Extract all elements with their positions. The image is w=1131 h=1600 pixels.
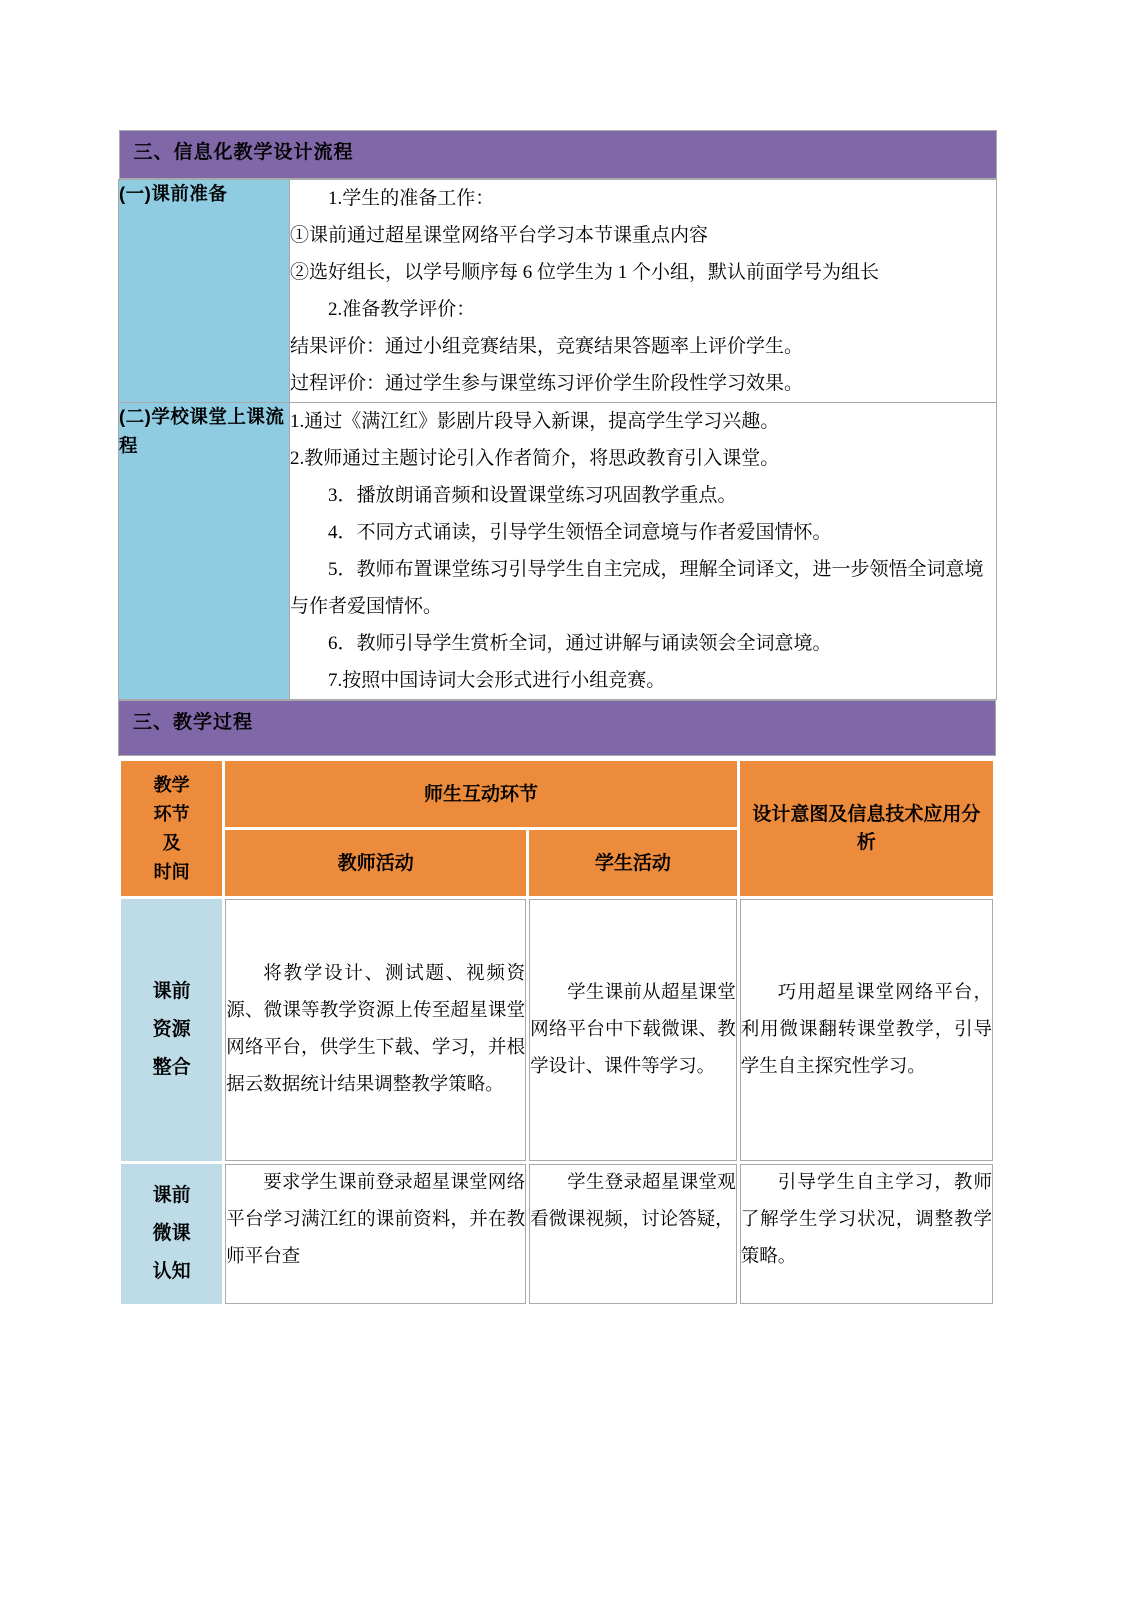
teaching-process-table <box>118 758 996 1307</box>
table-row <box>121 1164 993 1304</box>
flow-line: 1.通过《满江红》影剧片段导入新课，提高学生学习兴趣。 <box>290 411 780 433</box>
flow-table <box>118 130 997 700</box>
col-header-stage-line: 及 <box>162 832 181 853</box>
col-header-stage-line: 教学 <box>153 775 190 796</box>
flow-line: 1.学生的准备工作： <box>328 187 495 209</box>
section-banner-informatization: 三、信息化教学设计流程 <box>119 130 997 179</box>
flow-line: 3．播放朗诵音频和设置课堂练习巩固教学重点。 <box>328 485 737 507</box>
flow-banner-row <box>119 130 997 179</box>
stage-label-line: 认知 <box>152 1261 191 1283</box>
flow-line: 6．教师引导学生赏析全词，通过讲解与诵读领会全词意境。 <box>328 633 832 655</box>
col-header-teacher-activity: 教师活动 <box>225 830 526 896</box>
stage-label-line: 微课 <box>152 1223 191 1245</box>
process-header-row-group <box>121 761 993 827</box>
student-activity-cell <box>529 899 737 1161</box>
col-header-stage-time <box>121 761 222 896</box>
table-row <box>119 179 997 402</box>
flow-line: 7.按照中国诗词大会形式进行小组竞赛。 <box>328 670 666 692</box>
cell-text: 引导学生自主学习，教师了解学生学习状况，调整教学策略。 <box>740 1173 992 1268</box>
flow-line: 2.教师通过主题讨论引入作者简介，将思政教育引入课堂。 <box>290 448 780 470</box>
flow-label-pre-class-prep: (一)课前准备 <box>119 179 290 402</box>
stage-label-line: 整合 <box>152 1057 191 1079</box>
stage-label-line: 课前 <box>152 981 191 1003</box>
cell-text: 学生登录超星课堂观看微课视频，讨论答疑， <box>530 1173 736 1231</box>
col-header-design-intent: 设计意图及信息技术应用分析 <box>740 761 993 896</box>
cell-text: 学生课前从超星课堂网络平台中下载微课、教学设计、课件等学习。 <box>530 982 736 1077</box>
flow-content-school-class-flow <box>290 403 997 700</box>
teacher-activity-cell <box>225 899 526 1161</box>
document-body <box>118 130 996 1307</box>
col-header-stage-line: 环节 <box>153 804 190 825</box>
cell-text: 巧用超星课堂网络平台，利用微课翻转课堂教学，引导学生自主探究性学习。 <box>740 982 992 1077</box>
col-header-interaction-group: 师生互动环节 <box>225 761 736 827</box>
flow-line: ②选好组长，以学号顺序每 6 位学生为 1 个小组，默认前面学号为组长 <box>290 261 880 283</box>
design-intent-cell <box>740 899 993 1161</box>
cell-text: 将教学设计、测试题、视频资源、微课等教学资源上传至超星课堂网络平台，供学生下载、学习，并根据云数据统计结果调整教学策略。 <box>226 964 526 1096</box>
stage-cell-resource-integration <box>121 899 222 1161</box>
teacher-activity-cell <box>225 1164 526 1304</box>
flow-content-pre-class-prep <box>290 179 997 402</box>
flow-line: 结果评价：通过小组竞赛结果，竞赛结果答题率上评价学生。 <box>290 335 804 357</box>
cell-text: 要求学生课前登录超星课堂网络平台学习满江红的课前资料，并在教师平台查 <box>226 1173 526 1268</box>
design-intent-cell <box>740 1164 993 1304</box>
flow-line: 2.准备教学评价： <box>328 298 476 320</box>
col-header-student-activity: 学生活动 <box>529 830 737 896</box>
stage-label-line: 课前 <box>152 1185 191 1207</box>
flow-label-school-class-flow: (二)学校课堂上课流程 <box>119 403 290 700</box>
flow-line: 5．教师布置课堂练习引导学生自主完成，理解全词译文，进一步领悟全词意境与作者爱国情怀。 <box>290 559 984 618</box>
section-banner-teaching-process: 三、教学过程 <box>118 700 996 756</box>
stage-cell-micro-lesson-cognition <box>121 1164 222 1304</box>
col-header-stage-line: 时间 <box>153 861 190 882</box>
student-activity-cell <box>529 1164 737 1304</box>
stage-label-line: 资源 <box>152 1019 191 1041</box>
flow-line: 过程评价：通过学生参与课堂练习评价学生阶段性学习效果。 <box>290 373 804 395</box>
flow-line: ①课前通过超星课堂网络平台学习本节课重点内容 <box>290 224 709 246</box>
table-row <box>121 899 993 1161</box>
table-row <box>119 403 997 700</box>
flow-line: 4．不同方式诵读，引导学生领悟全词意境与作者爱国情怀。 <box>328 522 832 544</box>
